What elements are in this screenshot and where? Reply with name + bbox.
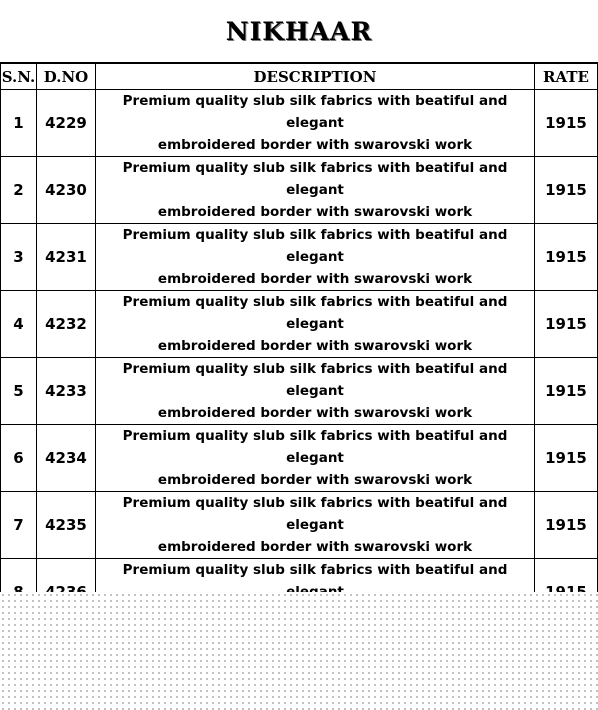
cell-description (96, 425, 535, 492)
cell-sn: 4 (1, 291, 37, 358)
description-line: embroidered border with swarovski work (157, 539, 473, 555)
column-header-dno: D.NO (37, 63, 96, 90)
column-header-description: DESCRIPTION (96, 63, 535, 90)
cell-dno: 4234 (37, 425, 96, 492)
description-line: embroidered border with swarovski work (157, 204, 473, 220)
cell-sn: 5 (1, 358, 37, 425)
column-header-sn: S.N. (1, 63, 37, 90)
cell-rate: 1915 (535, 492, 598, 559)
table-row (1, 358, 598, 425)
description-line: embroidered border with swarovski work (157, 137, 473, 153)
description-line: Premium quality slub silk fabrics with beatiful and elegant (122, 93, 508, 131)
cell-dno: 4235 (37, 492, 96, 559)
table-row (1, 492, 598, 559)
cell-sn: 7 (1, 492, 37, 559)
cell-description (96, 358, 535, 425)
cell-rate: 1915 (535, 358, 598, 425)
description-line: Premium quality slub silk fabrics with beatiful and elegant (122, 428, 508, 466)
cell-sn: 2 (1, 157, 37, 224)
table-row (1, 157, 598, 224)
cell-sn: 1 (1, 90, 37, 157)
page-title: NIKHAAR (225, 16, 373, 46)
cell-sn: 3 (1, 224, 37, 291)
cell-dno: 4233 (37, 358, 96, 425)
description-line: Premium quality slub silk fabrics with beatiful and elegant (122, 227, 508, 265)
dotted-overlay (0, 592, 598, 710)
cell-rate: 1915 (535, 425, 598, 492)
cell-rate: 1915 (535, 224, 598, 291)
cell-description (96, 224, 535, 291)
table-header-row (1, 63, 598, 90)
column-header-rate: RATE (535, 63, 598, 90)
cell-rate: 1915 (535, 157, 598, 224)
cell-dno: 4232 (37, 291, 96, 358)
cell-rate: 1915 (535, 90, 598, 157)
description-line: embroidered border with swarovski work (157, 405, 473, 421)
price-table (0, 62, 598, 626)
cell-dno: 4229 (37, 90, 96, 157)
cell-description (96, 492, 535, 559)
description-line: Premium quality slub silk fabrics with beatiful and (122, 562, 508, 578)
cell-description (96, 90, 535, 157)
table-row (1, 90, 598, 157)
description-line: embroidered border with swarovski work (157, 271, 473, 287)
table-row (1, 425, 598, 492)
description-line: embroidered border with swarovski work (157, 338, 473, 354)
description-line: Premium quality slub silk fabrics with beatiful and elegant (122, 361, 508, 399)
cell-description (96, 291, 535, 358)
cell-rate: 1915 (535, 291, 598, 358)
cell-dno: 4230 (37, 157, 96, 224)
cell-sn: 6 (1, 425, 37, 492)
description-line: Premium quality slub silk fabrics with beatiful and elegant (122, 294, 508, 332)
cell-dno: 4231 (37, 224, 96, 291)
description-line: Premium quality slub silk fabrics with beatiful and elegant (122, 160, 508, 198)
table-row (1, 224, 598, 291)
description-line: Premium quality slub silk fabrics with beatiful and elegant (122, 495, 508, 533)
description-line: embroidered border with swarovski work (157, 472, 473, 488)
table-row (1, 291, 598, 358)
cell-description (96, 157, 535, 224)
